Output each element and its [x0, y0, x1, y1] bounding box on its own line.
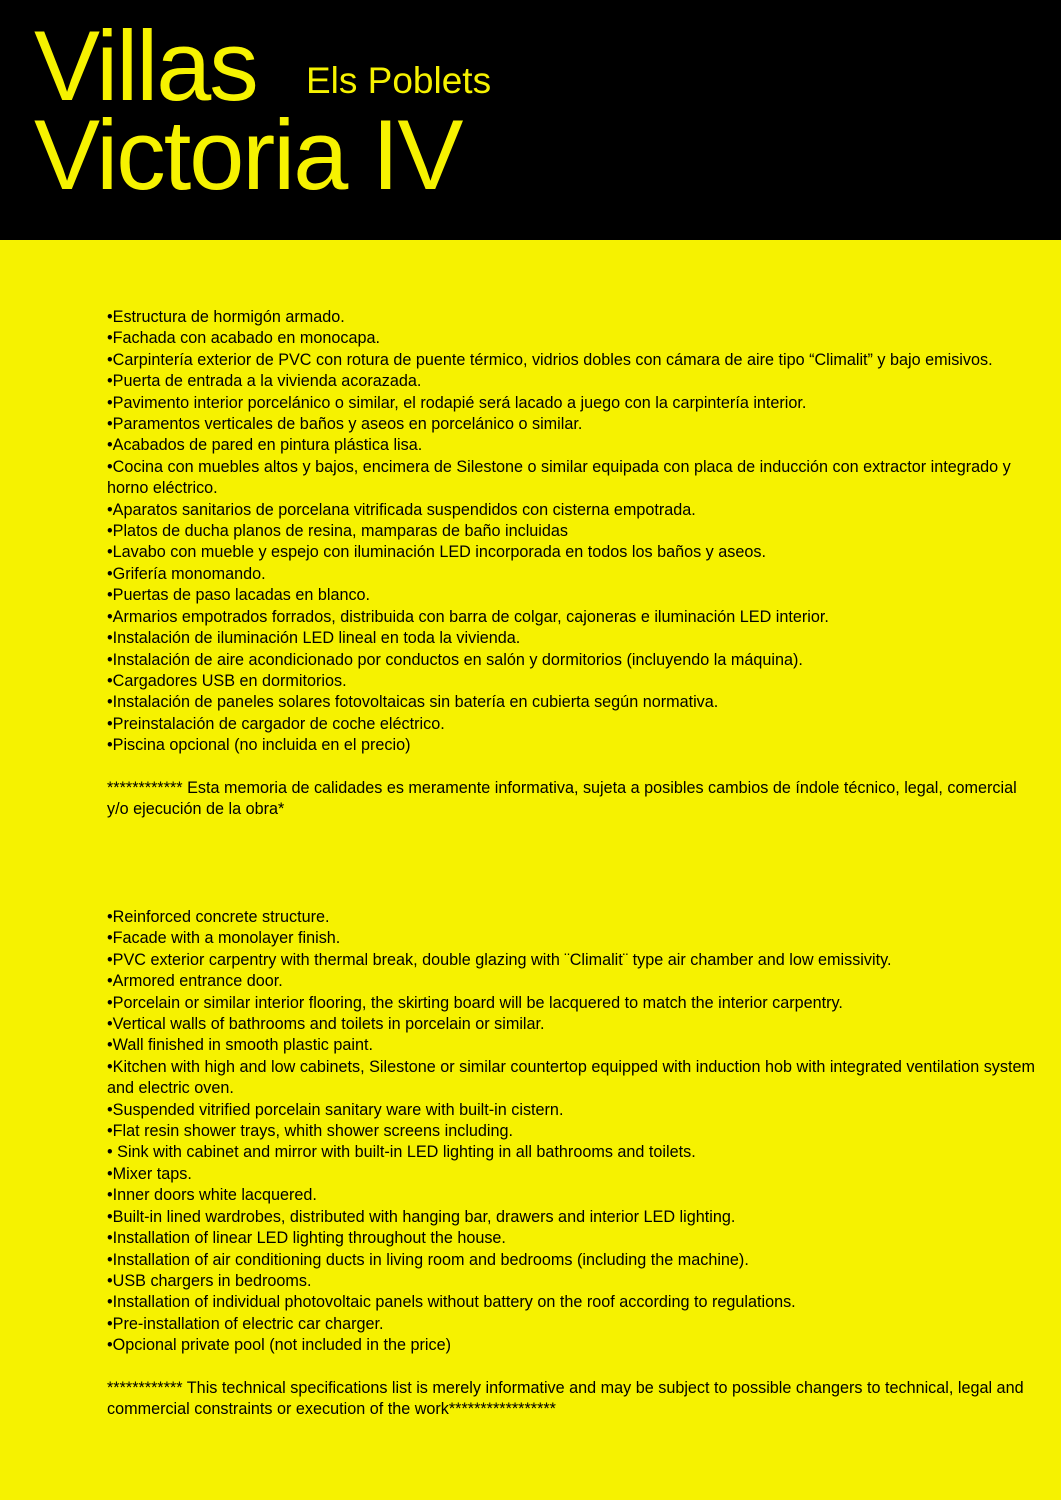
english-item: •Vertical walls of bathrooms and toilets in porcelain or similar.	[107, 1015, 545, 1034]
english-item: •USB chargers in bedrooms.	[107, 1271, 312, 1290]
english-item: •Installation of linear LED lighting throughout the house.	[107, 1229, 506, 1248]
english-specifications	[107, 907, 1037, 1421]
header-banner	[0, 0, 1061, 240]
spanish-item: •Instalación de paneles solares fotovoltaicas sin batería en cubierta según normativa.	[107, 693, 719, 712]
spanish-specifications	[107, 307, 1037, 821]
english-item: •Pre-installation of electric car charger.	[107, 1314, 384, 1333]
spanish-item: •Aparatos sanitarios de porcelana vitrificada suspendidos con cisterna empotrada.	[107, 500, 696, 519]
english-item: •Facade with a monolayer finish.	[107, 929, 341, 948]
subtitle: Els Poblets	[306, 60, 492, 101]
title-line-2: Victoria IV	[34, 99, 462, 210]
spanish-item: •Platos de ducha planos de resina, mamparas de baño incluidas	[107, 522, 569, 541]
spanish-item: •Carpintería exterior de PVC con rotura de puente térmico, vidrios dobles con cámara de aire tipo “Climalit” y bajo emisivos.	[107, 350, 993, 369]
english-item: •Opcional private pool (not included in the price)	[107, 1336, 452, 1355]
english-item: •Porcelain or similar interior flooring, the skirting board will be lacquered to match the interior carpentry.	[107, 993, 843, 1012]
english-item: •Mixer taps.	[107, 1164, 192, 1183]
spanish-item: •Armarios empotrados forrados, distribuida con barra de colgar, cajoneras e iluminación LED interior.	[107, 607, 829, 626]
title-line-1: Villas	[34, 10, 257, 121]
spanish-item: •Estructura de hormigón armado.	[107, 308, 345, 326]
spanish-item: •Instalación de aire acondicionado por conductos en salón y dormitorios (incluyendo la máquina).	[107, 650, 803, 669]
spanish-item: •Grifería monomando.	[107, 564, 266, 583]
english-item: •Inner doors white lacquered.	[107, 1186, 317, 1205]
spanish-item: •Puertas de paso lacadas en blanco.	[107, 586, 371, 605]
spanish-item: •Cocina con muebles altos y bajos, encimera de Silestone o similar equipada con placa de inducción con extractor integrado y horno eléctrico.	[107, 457, 1011, 498]
english-item: •Wall finished in smooth plastic paint.	[107, 1036, 373, 1055]
english-item: •PVC exterior carpentry with thermal break, double glazing with ¨Climalit¨ type air chamber and low emissivity.	[107, 950, 892, 969]
english-item: •Reinforced concrete structure.	[107, 908, 330, 926]
english-item: •Installation of air conditioning ducts in living room and bedrooms (including the machine).	[107, 1250, 749, 1269]
spanish-item: •Preinstalación de cargador de coche eléctrico.	[107, 714, 445, 733]
english-item: •Suspended vitrified porcelain sanitary ware with built-in cistern.	[107, 1100, 564, 1119]
english-item: •Installation of individual photovoltaic panels without battery on the roof according to regulations.	[107, 1293, 796, 1312]
english-item: •Kitchen with high and low cabinets, Silestone or similar countertop equipped with induction hob with integrated ventilation system and electric oven.	[107, 1057, 1035, 1098]
english-item: •Flat resin shower trays, whith shower screens including.	[107, 1122, 514, 1141]
english-item: •Built-in lined wardrobes, distributed with hanging bar, drawers and interior LED lighting.	[107, 1207, 736, 1226]
spanish-item: •Acabados de pared en pintura plástica lisa.	[107, 436, 423, 455]
spanish-item: •Cargadores USB en dormitorios.	[107, 671, 347, 690]
spanish-item: •Paramentos verticales de baños y aseos en porcelánico o similar.	[107, 415, 583, 434]
spanish-item: •Fachada con acabado en monocapa.	[107, 329, 380, 348]
spanish-disclaimer: ************ Esta memoria de calidades es meramente informativa, sujeta a posibles cambios de índole técnico, legal, comercial y/o ejecución de la obra*	[107, 778, 1017, 819]
spanish-item: •Piscina opcional (no incluida en el precio)	[107, 736, 411, 755]
spanish-item: •Lavabo con mueble y espejo con iluminación LED incorporada en todos los baños y aseos.	[107, 543, 766, 562]
spanish-item: •Instalación de iluminación LED lineal en toda la vivienda.	[107, 629, 521, 648]
spanish-item: •Pavimento interior porcelánico o similar, el rodapié será lacado a juego con la carpintería interior.	[107, 393, 807, 412]
english-item: •Armored entrance door.	[107, 972, 283, 991]
english-item: • Sink with cabinet and mirror with built-in LED lighting in all bathrooms and toilets.	[107, 1143, 696, 1162]
english-disclaimer: ************ This technical specifications list is merely informative and may be subject to possible changers to technical, legal and commercial constraints or execution of the work*****************	[107, 1378, 1024, 1419]
spanish-item: •Puerta de entrada a la vivienda acorazada.	[107, 372, 422, 391]
